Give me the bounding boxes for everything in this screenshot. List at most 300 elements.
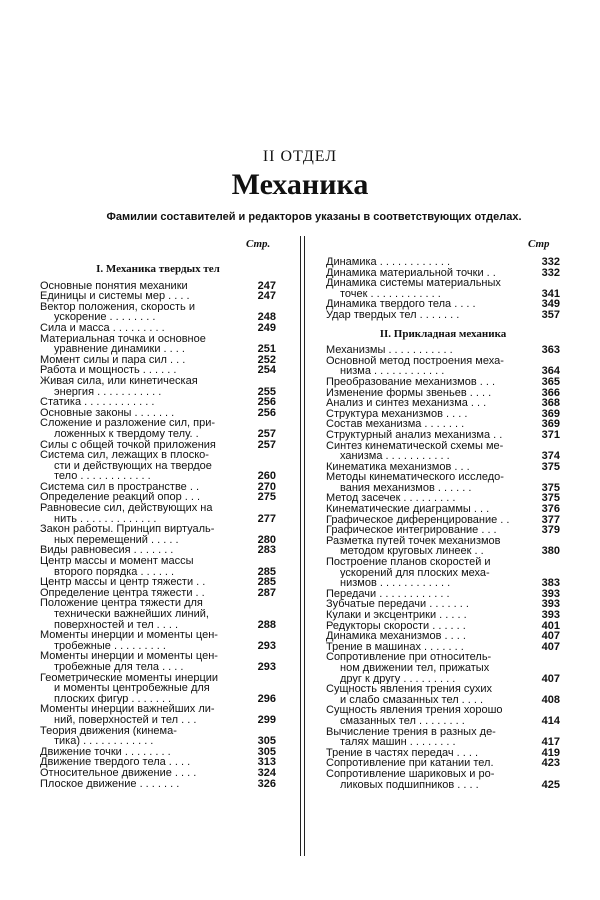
editors-note: Фамилии составителей и редакторов указаны в соответствующих отделах. — [106, 211, 522, 223]
toc-page-number: 369 — [541, 418, 560, 431]
toc-entry — [40, 334, 276, 355]
toc-entry — [40, 365, 276, 376]
toc-entry-text: сти и действующих на твердое — [54, 460, 212, 472]
toc-entry-line — [326, 419, 560, 430]
toc-page-number: 425 — [541, 778, 560, 791]
toc-entry-line — [326, 388, 560, 399]
toc-entry-line — [40, 609, 276, 620]
toc-entry-line — [326, 377, 560, 388]
toc-entry — [40, 302, 276, 323]
toc-entry — [40, 482, 276, 493]
toc-entry — [40, 450, 276, 482]
toc-page-number: 257 — [257, 438, 276, 451]
toc-entry-text: Закон работы. Принцип виртуаль- — [40, 524, 215, 535]
toc-entry-line — [326, 472, 560, 483]
toc-entry-line — [326, 525, 560, 536]
toc-entry-text: Центр массы и момент массы — [40, 556, 194, 567]
toc-left-column — [40, 262, 276, 789]
toc-entry-line — [326, 493, 560, 504]
toc-entry — [326, 589, 560, 600]
toc-entry-line — [40, 620, 276, 631]
toc-page-number: 256 — [257, 406, 276, 419]
toc-entry-text: Относительное движение . . . . — [40, 767, 197, 779]
toc-page-number: 324 — [257, 766, 276, 779]
toc-page-number: 375 — [541, 481, 560, 494]
toc-entry-line — [40, 535, 276, 546]
toc-page-number: 377 — [541, 513, 560, 526]
toc-entry-line — [40, 715, 276, 726]
toc-entry-line — [40, 673, 276, 684]
toc-entry-text: Построение планов скоростей и — [326, 557, 491, 568]
toc-page-number: 393 — [541, 587, 560, 600]
toc-page-number: 369 — [541, 407, 560, 420]
toc-entry — [326, 515, 560, 526]
toc-page-number: 285 — [257, 576, 276, 589]
toc-entry — [326, 684, 560, 705]
toc-entry-line — [40, 397, 276, 408]
toc-entry-text: Метод засечек . . . . . . . . . — [326, 493, 456, 505]
toc-entry-text: методом круговых линеек . . — [340, 546, 484, 558]
toc-entry — [326, 388, 560, 399]
toc-entry-text: Динамика . . . . . . . . . . . . — [326, 257, 451, 268]
toc-entry-text: второго порядка . . . . . . — [54, 566, 175, 578]
toc-page-number: 419 — [541, 746, 560, 759]
toc-entry-text: низма . . . . . . . . . . . . — [340, 366, 445, 377]
toc-entry-text: тробежные . . . . . . . . . — [54, 640, 166, 652]
toc-entry-text: ных перемещений . . . . . — [54, 534, 179, 546]
toc-entry-text: Определение центра тяжести . . — [40, 587, 205, 599]
toc-page-number: 251 — [257, 343, 276, 356]
toc-page-number: 379 — [541, 524, 560, 537]
toc-right-column — [326, 257, 560, 790]
toc-entry-text: Сложение и разложение сил, при- — [40, 418, 216, 429]
toc-entry-line — [40, 683, 276, 694]
toc-page-number: 247 — [257, 290, 276, 303]
toc-entry-line — [326, 748, 560, 759]
toc-entry-text: и слабо смазанных тел . . . . — [340, 694, 484, 706]
toc-entry-text: Разметка путей точек механизмов — [326, 535, 501, 547]
toc-entry — [326, 356, 560, 377]
toc-entry-line — [326, 483, 560, 494]
toc-entry-line — [40, 641, 276, 652]
toc-entry-line — [326, 684, 560, 695]
toc-page-number: 408 — [541, 693, 560, 706]
toc-entry — [326, 536, 560, 557]
toc-entry-text: Сопротивление при относитель- — [326, 652, 492, 663]
toc-entry-line — [40, 588, 276, 599]
toc-entry-line — [326, 398, 560, 409]
toc-entry-line — [40, 779, 276, 790]
toc-entry-line — [40, 567, 276, 578]
toc-entry — [326, 621, 560, 632]
page-column-label-left: Стр. — [246, 238, 271, 250]
toc-entry-text: нить . . . . . . . . . . . . . — [54, 513, 157, 525]
toc-entry-line — [326, 642, 560, 653]
toc-entry-line — [40, 736, 276, 747]
toc-entry-line — [326, 515, 560, 526]
toc-entry — [326, 599, 560, 610]
toc-entry — [40, 747, 276, 758]
toc-entry-text: Графическое диференцирование . . — [326, 514, 510, 526]
toc-entry-line — [40, 302, 276, 313]
toc-entry-text: плоских фигур . . . . . . . — [54, 693, 172, 705]
toc-entry-text: Зубчатые передачи . . . . . . . — [326, 599, 469, 610]
toc-entry-line — [40, 429, 276, 440]
toc-entry — [40, 418, 276, 439]
toc-entry-line — [326, 610, 560, 621]
toc-entry-line — [326, 289, 560, 300]
toc-entry-line — [40, 387, 276, 398]
toc-entry-text: Кинематика механизмов . . . — [326, 461, 470, 473]
toc-entry-text: Динамика системы материальных — [326, 278, 501, 289]
toc-page-number: 254 — [257, 364, 276, 377]
toc-entry-text: Моменты инерции и моменты цен- — [40, 630, 218, 641]
toc-entry-line — [326, 599, 560, 610]
toc-entry-line — [326, 737, 560, 748]
toc-entry-text: Система сил в пространстве . . — [40, 481, 200, 493]
toc-entry — [40, 408, 276, 419]
toc-entry-text: Редукторы скорости . . . . . . — [326, 620, 466, 632]
toc-entry — [326, 441, 560, 462]
toc-page-number: 287 — [257, 586, 276, 599]
toc-entry-line — [326, 557, 560, 568]
toc-page-number: 332 — [541, 266, 560, 279]
toc-entry-text: Движение твердого тела . . . . — [40, 757, 191, 768]
toc-entry-line — [40, 524, 276, 535]
toc-entry — [326, 398, 560, 409]
toc-entry-line — [326, 356, 560, 367]
toc-entry-line — [40, 334, 276, 345]
toc-entry-text: тробежные для тела . . . . — [54, 661, 184, 673]
toc-entry-line — [40, 471, 276, 482]
toc-entry — [326, 472, 560, 493]
toc-entry-text: Сущность явления трения хорошо — [326, 705, 503, 716]
toc-entry — [326, 278, 560, 299]
toc-entry-line — [40, 757, 276, 768]
toc-entry-text: Момент силы и пара сил . . . — [40, 354, 186, 366]
toc-entry — [40, 651, 276, 672]
toc-entry-line — [40, 323, 276, 334]
toc-page-number: 383 — [541, 577, 560, 590]
toc-page-number: 423 — [541, 757, 560, 770]
toc-page-number: 283 — [257, 544, 276, 557]
toc-page-number: 285 — [257, 565, 276, 578]
toc-page-number: 341 — [541, 287, 560, 300]
toc-entry-line — [40, 747, 276, 758]
toc-entry-text: Преобразование механизмов . . . — [326, 376, 495, 388]
toc-page-number: 375 — [541, 460, 560, 473]
section-heading-solid-mechanics: I. Механика твердых тел — [96, 263, 220, 275]
toc-entry-text: Синтез кинематической схемы ме- — [326, 440, 504, 452]
toc-entry-line — [326, 536, 560, 547]
toc-entry — [326, 748, 560, 759]
toc-entry-text: уравнение динамики . . . . — [54, 344, 185, 355]
toc-entry-line — [326, 430, 560, 441]
toc-entry-text: Плоское движение . . . . . . . — [40, 778, 180, 790]
toc-entry-line — [326, 578, 560, 589]
toc-entry-line — [326, 451, 560, 462]
toc-page-number: 277 — [257, 512, 276, 525]
toc-page-number: 368 — [541, 397, 560, 410]
toc-entry-line — [326, 310, 560, 321]
toc-entry — [40, 397, 276, 408]
toc-entry — [326, 504, 560, 515]
toc-entry-text: Динамика механизмов . . . . — [326, 631, 466, 642]
toc-entry-text: ханизма . . . . . . . . . . . — [340, 451, 450, 462]
toc-entry-line — [40, 461, 276, 472]
toc-entry — [40, 630, 276, 651]
toc-entry-line — [326, 631, 560, 642]
toc-entry-text: точек . . . . . . . . . . . . — [340, 288, 441, 300]
toc-entry-text: Виды равновесия . . . . . . . — [40, 545, 174, 557]
toc-page-number: 252 — [257, 353, 276, 366]
toc-entry-line — [40, 344, 276, 355]
toc-entry-text: Работа и мощность . . . . . . — [40, 365, 177, 376]
toc-page-number: 270 — [257, 480, 276, 493]
toc-entry-line — [40, 630, 276, 641]
toc-entry-text: Методы кинематического исследо- — [326, 472, 504, 483]
toc-entry — [40, 779, 276, 790]
toc-page-number: 255 — [257, 385, 276, 398]
toc-entry-line — [326, 780, 560, 791]
toc-entry-line — [326, 769, 560, 780]
toc-page-number: 375 — [541, 492, 560, 505]
toc-entry-text: Геометрические моменты инерции — [40, 672, 219, 684]
toc-entry-line — [40, 514, 276, 525]
toc-entry-line — [40, 365, 276, 376]
toc-entry-text: Передачи . . . . . . . . . . . . — [326, 588, 450, 600]
toc-entry-text: Сопротивление шариковых и ро- — [326, 768, 495, 780]
toc-entry-text: Сопротивление при катании тел. — [326, 758, 494, 769]
toc-entry-text: Структура механизмов . . . . — [326, 408, 468, 420]
toc-entry — [40, 704, 276, 725]
toc-page-number: 293 — [257, 639, 276, 652]
toc-entry — [40, 281, 276, 292]
toc-entry-text: Структурный анализ механизма . . — [326, 429, 503, 441]
toc-page-number: 299 — [257, 713, 276, 726]
toc-entry — [326, 462, 560, 473]
toc-page-number: 349 — [541, 298, 560, 311]
toc-page-number: 371 — [541, 428, 560, 441]
toc-entry-line — [40, 376, 276, 387]
toc-entry-line — [326, 705, 560, 716]
toc-entry-text: Кинематические диаграммы . . . — [326, 504, 490, 515]
toc-entry-line — [326, 299, 560, 310]
toc-entry — [40, 503, 276, 524]
toc-entry-text: Основные законы . . . . . . . — [40, 407, 175, 419]
toc-entry-line — [326, 546, 560, 557]
toc-entry — [326, 310, 560, 321]
toc-entry-line — [326, 268, 560, 279]
toc-entry-text: Силы с общей точкой приложения — [40, 439, 216, 451]
toc-page-number: 401 — [541, 619, 560, 632]
toc-page-number: 257 — [257, 427, 276, 440]
toc-entry — [40, 588, 276, 599]
toc-entry-text: Графическое интегрирование . . . — [326, 525, 497, 536]
toc-entry-line — [40, 503, 276, 514]
toc-entry-text: Механизмы . . . . . . . . . . . — [326, 345, 453, 356]
toc-entry-text: Трение в машинах . . . . . . . — [326, 641, 464, 653]
toc-entry — [40, 524, 276, 545]
toc-entry — [40, 598, 276, 630]
toc-entry-text: поверхностей и тел . . . . — [54, 619, 179, 631]
toc-entry-text: технически важнейших линий, — [54, 609, 209, 620]
toc-entry-text: смазанных тел . . . . . . . . — [340, 715, 465, 727]
toc-page-number: 363 — [541, 344, 560, 357]
toc-page-number: 364 — [541, 365, 560, 378]
toc-entry-text: Вектор положения, скорость и — [40, 301, 195, 313]
toc-entry-text: Теория движения (кинема- — [40, 725, 177, 737]
toc-list-right-top — [326, 257, 560, 321]
toc-entry — [40, 673, 276, 705]
toc-entry-text: Статика . . . . . . . . . . . . — [40, 397, 155, 408]
toc-entry — [326, 299, 560, 310]
toc-entry-text: Движение точки . . . . . . . . — [40, 746, 171, 758]
toc-page-number: 249 — [257, 321, 276, 334]
toc-entry-line — [326, 716, 560, 727]
toc-entry-text: Основной метод построения меха- — [326, 355, 504, 367]
toc-entry-line — [40, 312, 276, 323]
toc-page-number: 393 — [541, 609, 560, 621]
toc-entry — [40, 757, 276, 768]
toc-page-number: 407 — [541, 672, 560, 685]
section-heading-applied-mechanics: II. Прикладная механика — [379, 327, 507, 340]
toc-entry-line — [326, 621, 560, 632]
toc-page-number: 326 — [257, 777, 276, 790]
toc-entry — [40, 291, 276, 302]
toc-entry-text: Изменение формы звеньев . . . . — [326, 387, 492, 399]
toc-entry-line — [326, 504, 560, 515]
toc-page-number: 248 — [257, 311, 276, 324]
toc-entry-text: Положение центра тяжести для — [40, 598, 203, 609]
toc-page-number: 280 — [257, 533, 276, 546]
toc-page-number: 293 — [257, 660, 276, 673]
toc-entry — [326, 631, 560, 642]
toc-entry-line — [40, 450, 276, 461]
toc-list-left — [40, 281, 276, 790]
toc-page-number: 407 — [541, 630, 560, 643]
toc-entry-text: Моменты инерции и моменты цен- — [40, 651, 218, 662]
toc-page-number: 288 — [257, 618, 276, 631]
toc-entry — [326, 345, 560, 356]
toc-page-number: 332 — [541, 256, 560, 268]
spacer — [326, 321, 560, 327]
toc-entry-line — [326, 366, 560, 377]
toc-entry — [326, 652, 560, 684]
toc-entry — [40, 726, 276, 747]
toc-entry — [326, 409, 560, 420]
toc-entry-text: тика) . . . . . . . . . . . . — [54, 736, 154, 747]
toc-entry — [326, 493, 560, 504]
toc-entry-text: и моменты центробежные для — [54, 683, 210, 694]
toc-page-number: 414 — [541, 714, 560, 727]
toc-entry — [326, 257, 560, 268]
toc-entry — [40, 556, 276, 577]
toc-entry — [326, 557, 560, 589]
toc-entry-text: Материальная точка и основное — [40, 333, 206, 345]
toc-entry — [326, 727, 560, 748]
toc-entry-text: талях машин . . . . . . . . — [340, 737, 456, 748]
toc-entry-line — [40, 355, 276, 366]
toc-entry-text: Основные понятия механики — [40, 280, 188, 292]
toc-entry-text: Сущность явления трения сухих — [326, 684, 492, 695]
toc-page-number: 374 — [541, 450, 560, 463]
toc-entry-text: Живая сила, или кинетическая — [40, 375, 198, 387]
toc-entry-line — [40, 598, 276, 609]
toc-entry-text: вания механизмов . . . . . . — [340, 482, 472, 494]
column-divider — [300, 236, 305, 856]
toc-entry-text: Определение реакций опор . . . — [40, 492, 201, 504]
toc-entry-line — [40, 440, 276, 451]
toc-page-number: 380 — [541, 545, 560, 558]
toc-entry — [40, 323, 276, 334]
toc-entry-text: друг к другу . . . . . . . . . — [340, 673, 456, 685]
toc-entry-line — [326, 674, 560, 685]
toc-entry — [40, 376, 276, 397]
toc-page-number: 407 — [541, 640, 560, 653]
toc-entry-text: Трение в частях передач . . . . — [326, 747, 479, 759]
toc-page-number: 393 — [541, 598, 560, 611]
toc-entry — [326, 642, 560, 653]
toc-entry-line — [326, 663, 560, 674]
toc-entry-line — [40, 651, 276, 662]
toc-entry-line — [40, 768, 276, 779]
toc-page-number: 357 — [541, 308, 560, 321]
toc-page-number: 417 — [541, 736, 560, 749]
toc-entry-line — [326, 652, 560, 663]
toc-entry-line — [326, 278, 560, 289]
toc-list-right — [326, 345, 560, 790]
toc-entry-text: Динамика материальной точки . . — [326, 267, 496, 279]
toc-entry — [40, 355, 276, 366]
toc-entry-line — [40, 577, 276, 588]
toc-entry-line — [40, 291, 276, 302]
toc-entry-text: Единицы и системы мер . . . . — [40, 291, 190, 302]
toc-entry — [326, 525, 560, 536]
page-column-label-right: Стр — [528, 238, 550, 250]
toc-entry-line — [326, 257, 560, 268]
toc-entry — [40, 577, 276, 588]
toc-page-number: 247 — [257, 279, 276, 292]
toc-page-number: 305 — [257, 735, 276, 748]
toc-entry-line — [326, 758, 560, 769]
toc-entry-text: ложенных к твердому телу. . — [54, 428, 199, 440]
toc-entry-line — [40, 408, 276, 419]
toc-page-number: 376 — [541, 503, 560, 516]
toc-entry-text: Динамика твердого тела . . . . — [326, 299, 476, 310]
toc-entry-text: ном движении тел, прижатых — [340, 662, 490, 674]
toc-entry — [326, 758, 560, 769]
toc-entry-line — [326, 727, 560, 738]
toc-entry-line — [40, 726, 276, 737]
part-heading: II ОТДЕЛ — [262, 148, 338, 165]
toc-entry-text: Моменты инерции важнейших ли- — [40, 704, 215, 715]
toc-entry-line — [40, 281, 276, 292]
toc-entry — [40, 492, 276, 503]
toc-entry-line — [326, 695, 560, 706]
toc-entry-line — [40, 694, 276, 705]
toc-page-number: 305 — [257, 745, 276, 758]
toc-page-number: 365 — [541, 375, 560, 388]
toc-entry-text: энергия . . . . . . . . . . . — [54, 386, 162, 398]
toc-entry-line — [326, 441, 560, 452]
toc-entry-text: тело . . . . . . . . . . . . — [54, 471, 151, 482]
toc-entry-text: Состав механизма . . . . . . . — [326, 419, 465, 430]
toc-entry-text: Система сил, лежащих в плоско- — [40, 450, 209, 461]
toc-entry — [326, 610, 560, 621]
toc-entry-line — [40, 556, 276, 567]
toc-entry-line — [40, 418, 276, 429]
